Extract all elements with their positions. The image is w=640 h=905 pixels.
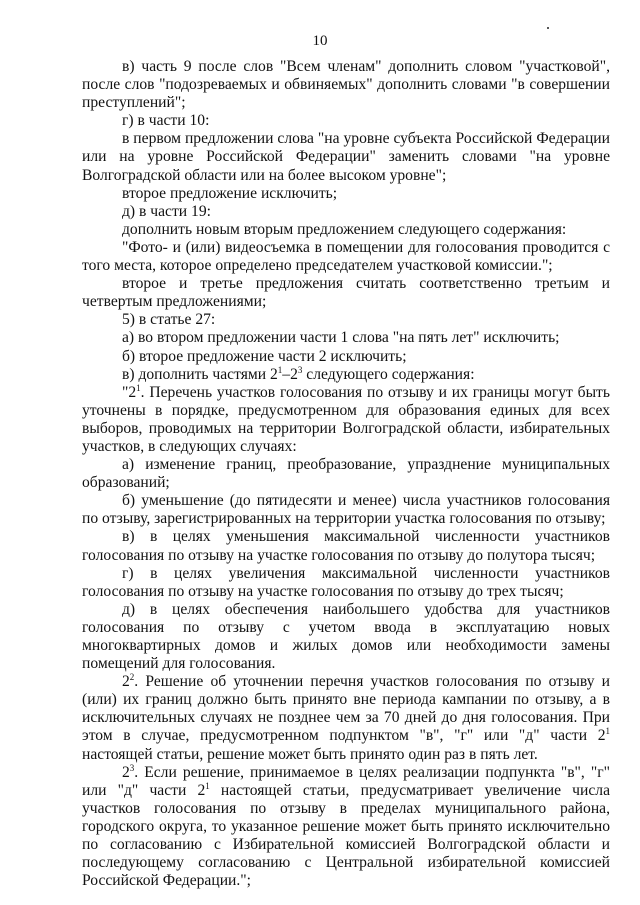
paragraph-text: г) в целях увеличения максимальной численности участников голосования по отзыву на участке голосования по отзыву до трех тысяч;: [82, 564, 610, 600]
paragraph-text: а) во втором предложении части 1 слова "на пять лет" исключить;: [122, 329, 560, 347]
paragraph-text: "Фото- и (или) видеосъемка в помещении для голосования проводится с того места, которое определено председателем участковой комиссии.";: [82, 238, 610, 275]
paragraph: [82, 311, 610, 329]
paragraph-text: д) в части 19:: [122, 202, 211, 220]
paragraph-text: а) изменение границ, преобразование, упразднение муниципальных образований;: [82, 456, 610, 492]
paragraph-text: второе и третье предложения считать соответственно третьим и четвертым предложениями;: [82, 275, 610, 311]
paragraph: [82, 58, 610, 112]
page-number: 10: [312, 33, 328, 49]
superscript: 2: [129, 672, 135, 683]
paragraph: [82, 673, 610, 763]
superscript: 1: [605, 726, 610, 737]
paragraph: [82, 565, 610, 601]
superscript: 1: [136, 382, 141, 393]
paragraph: [82, 384, 610, 456]
paragraph-text: настоящей статьи, предусматривает увеличение числа участков голосования по отзыву в пределах муниципального района, городского округа, то указанное решение может быть принято исключительно по согласованию с Избирательной комиссией Волгоградской области и последующему согласованию с Центральной избирательной комиссией Российской Федерации.";: [82, 781, 610, 890]
paragraph: [82, 601, 610, 673]
paragraph: [82, 185, 610, 203]
paragraph: [82, 492, 610, 528]
superscript: 3: [129, 762, 135, 773]
paragraph-text: в) дополнить частями 2: [122, 365, 278, 383]
paragraph-text: второе предложение исключить;: [122, 184, 338, 202]
superscript: 3: [297, 364, 303, 375]
paragraph: [82, 275, 610, 311]
paragraph-text: в) в целях уменьшения максимальной численности участников голосования по отзыву на участке голосования по отзыву до полутора тысяч;: [82, 528, 610, 564]
paragraph: [82, 221, 610, 239]
paragraph: [82, 203, 610, 221]
paragraph-text: дополнить новым вторым предложением следующего содержания:: [122, 220, 567, 238]
paragraph: [82, 764, 610, 891]
paragraph-text: . Решение об уточнении перечня участков голосования по отзыву и (или) их границ должно быть принято вне периода кампании по отзыву, а в исключительных случаях не позднее чем за 70 дней до дня голосования. При этом в случае, предусмотренном подпунктом "в", "г" или "д" части 2: [82, 673, 610, 745]
paragraph-text: следующего содержания:: [302, 365, 475, 383]
paragraph-text: . Если решение, принимаемое в целях реализации подпункта "в", "г" или "д" части 2: [82, 763, 610, 799]
paragraph-text: настоящей статьи, решение может быть принято один раз в пять лет.: [82, 745, 538, 763]
paragraph-text: 5) в статье 27:: [122, 311, 216, 329]
paragraph: [82, 456, 610, 492]
paragraph: [82, 112, 610, 130]
paragraph: [82, 348, 610, 366]
superscript: 1: [205, 780, 210, 791]
paragraph-text: . Перечень участков голосования по отзыву и их границы могут быть уточнены в порядке, предусмотренном для образования единых для всех выборов, проводимых на территории Волгоградской области, избирательных участков, в следующих случаях:: [82, 383, 610, 455]
paragraph-text: –2: [282, 365, 298, 383]
paragraph-text: г) в части 10:: [122, 112, 210, 130]
paragraph-text: в) часть 9 после слов "Всем членам" дополнить словом "участковой", после слов "подозреваемых и обвиняемых" дополнить словами "в совершении преступлений";: [82, 58, 610, 112]
paragraph-text: 2: [122, 673, 130, 691]
paragraph: [82, 130, 610, 184]
scan-speck: [547, 27, 549, 29]
paragraph-text: 2: [122, 763, 130, 781]
paragraph: [82, 366, 610, 384]
superscript: 1: [277, 364, 283, 375]
paragraph: [82, 329, 610, 347]
paragraph-text: б) второе предложение части 2 исключить;: [122, 347, 407, 365]
paragraph: [82, 239, 610, 275]
paragraph-text: в первом предложении слова "на уровне субъекта Российской Федерации или на уровне Российской Федерации" заменить словами "на уровне Волгоградской области или на более высоком уровне";: [82, 130, 610, 184]
paragraph: [82, 528, 610, 564]
document-body: [82, 58, 610, 890]
paragraph-text: д) в целях обеспечения наибольшего удобства для участников голосования по отзыву с учетом ввода в эксплуатацию новых многоквартирных домов и жилых домов или необходимости замены помещений для голосования.: [82, 600, 610, 673]
paragraph-text: б) уменьшение (до пятидесяти и менее) числа участников голосования по отзыву, зарегистрированных на территории участка голосования по отзыву;: [82, 492, 610, 528]
paragraph-text: "2: [122, 383, 137, 401]
